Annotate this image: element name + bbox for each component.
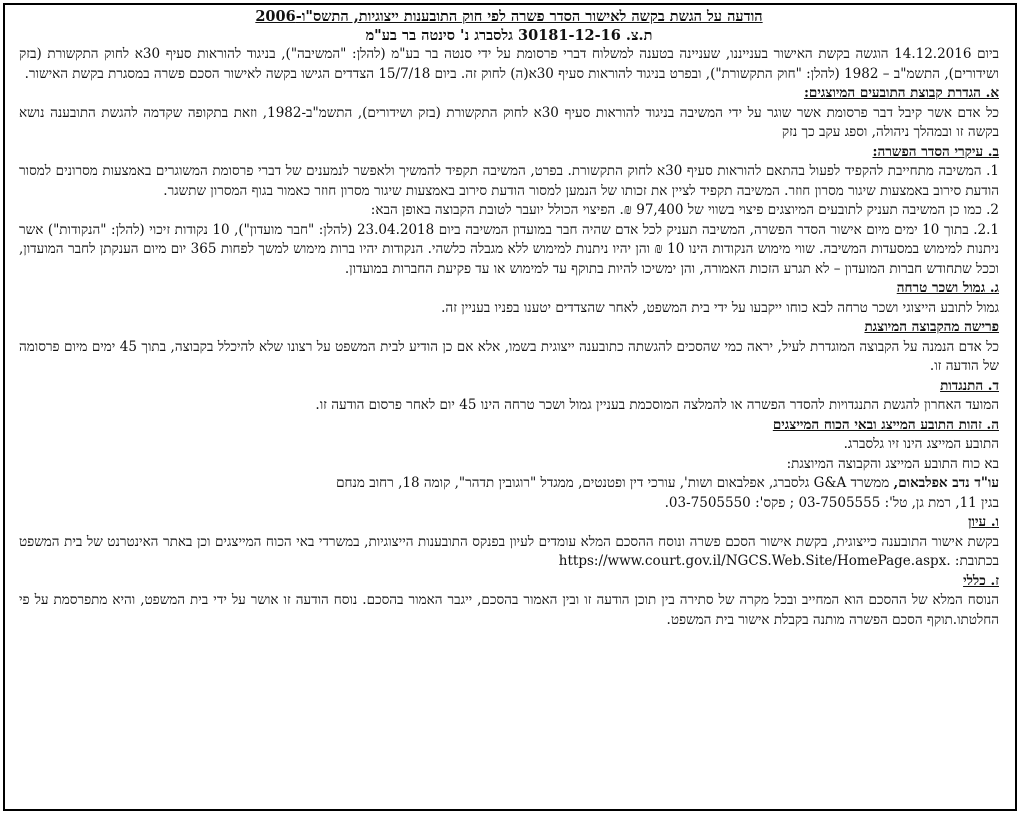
section-b-heading: ב. עיקרי הסדר הפשרה: — [872, 143, 999, 160]
section-f-body — [19, 533, 999, 572]
intro-paragraph: ביום 14.12.2016 הוגשה בקשת האישור בענייננו, שעניינה בטענה למשלוח דברי פרסומת על ידי סנטה בר בע"מ (להלן: "המשיבה"), בניגוד להוראות סעיף 30א לחוק התקשורת (בזק ושידורים), התשמ"ב – 1982 (להלן: "חוק התקשורת"), ובפרט בניגוד להוראות סעיף 30א(ה) לחוק זה. ביום 15/7/18 הצדדים הגישו בקשה לאישור הסכם פשרה במסגרת בקשת האישור. — [19, 46, 1000, 82]
exit-body: כל אדם הנמנה על הקבוצה המוגדרת לעיל, יראה כמי שהסכים להגשתה כתובענה ייצוגית בשמו, אלא אם כן הודיע לבית המשפט על רצונו שלא להיכלל בקבוצה, בתוך 45 ימים מיום פרסומה של הודעה זו. — [19, 338, 999, 374]
section-b-item-2-1: 2.1. בתוך 10 ימים מיום אישור הסדר הפשרה, המשיבה תעניק לכל אדם שהיה חבר במועדון המשיבה ביום 23.04.2018 (להלן: "חבר מועדון"), 10 נקודות זיכוי (להלן: "הנקודות") אשר ניתנות למימוש במסעדות המשיבה. שווי מימוש הנקודות הינו 10 ₪ והן יהיו ניתנות למימוש ללא מגבלה כלשהי. הנקודות יהיו ברות מימוש למשך לפחות 365 יום מיום הענקתן לחבר המועדון, וככל שתחודש חברות המועדון – לא תגרע הזכות האמורה, והן ימשיכו להיות בתוקף עד למימוש או עד פקיעת החברות במועדון. — [19, 221, 1000, 277]
section-c-body: גמול לתובע הייצוגי ושכר טרחה לבא כוחו ייקבעו על ידי בית המשפט, לאחר שהצדדים יטענו בפניו בעניין זה. — [441, 299, 999, 316]
section-d-heading: ד. התנגדות — [940, 377, 999, 394]
case-number: ת.צ. 30181-12-16 גלסברג נ' סינטה בר בע"מ — [365, 27, 653, 44]
notice-page — [3, 3, 1017, 811]
section-g-body: הנוסח המלא של ההסכם הוא המחייב ובכל מקרה של סתירה בין תוכן הודעה זו ובין האמור בהסכם, ייגבר האמור בהסכם. נוסח הודעה זו אושר על ידי בית המשפט, והיא מתפרסמת על פי החלטתו.תוקף הסכם הפשרה מותנה בקבלת אישור בית המשפט. — [19, 592, 999, 628]
section-b-item-1: 1. המשיבה מתחייבת להקפיד לפעול בהתאם להוראות סעיף 30א לחוק התקשורת. בפרט, המשיבה תקפיד להמשיך ולאפשר לנמענים של דברי פרסומת המשוגרים באמצעות מסרונים למסור הודעת סירוב באמצעות שיגור מסרון חוזר. המשיבה תקפיד לציין את זכותו של הנמען למסור הודעת סירוב באמצעות שיגור מסרון חוזר כאמור בגוף המסרון שתשגר. — [19, 163, 999, 199]
section-f-heading: ו. עיון — [968, 514, 999, 530]
section-a-heading: א. הגדרת קבוצת התובעים המיוצגים: — [803, 85, 999, 101]
counsel-firm: ממשרד G&A גלסברג, אפלבאום ושות', עורכי דין ופטנטים, ממגדל "רוגובין תדהר", קומה 18, רחוב מנחם — [336, 475, 890, 491]
section-g-heading: ז. כללי — [963, 572, 999, 589]
section-a-body: כל אדם אשר קיבל דבר פרסומת אשר שוגר על ידי המשיבה בניגוד להוראות סעיף 30א לחוק התקשורת (בזק ושידורים), התשמ"ב-1982, וזאת בתקופה שקדמה להגשת התובענה נושא בקשה זו ובמהלך ניהולה, וספג עקב כך נזק — [19, 104, 999, 140]
counsel-address: בגין 11, רמת גן, טל': 03-7505555 ; פקס': 03-7505550. — [664, 494, 999, 511]
section-c-heading: ג. גמול ושכר טרחה — [896, 280, 999, 296]
counsel-details — [19, 474, 999, 494]
counsel-name: עו"ד נדב אפלבאום, — [893, 475, 999, 491]
exit-heading: פרישה מהקבוצה המיוצגת — [864, 319, 999, 335]
section-d-body: המועד האחרון להגשת התנגדויות להסדר הפשרה או להמלצה המוסכמת בעניין גמול ושכר טרחה הינו 45 יום לאחר פרסום הודעה זו. — [315, 397, 999, 413]
representative-plaintiff: התובע המייצג הינו זיו גלסברג. — [843, 436, 999, 452]
court-website-link[interactable]: https://www.court.gov.il/NGCS.Web.Site/HomePage.aspx. — [558, 553, 951, 569]
counsel-intro: בא כוח התובע המייצג והקבוצה המיוצגת: — [786, 455, 999, 472]
section-f-text: בקשת אישור התובענה כייצוגית, בקשת אישור הסכם פשרה ונוסח ההסכם המלא עומדים לעיון בפנקס התובענות הייצוגיות, במשרדי באי הכוח המייצגים וכן באתר האינטרנט של בית המשפט בכתובת: — [19, 533, 999, 569]
section-e-heading: ה. זהות התובע המייצג ובאי הכוח המייצגים — [772, 416, 999, 433]
notice-title: הודעה על הגשת בקשה לאישור הסדר פשרה לפי חוק התובענות ייצוגיות, התשס"ו-2006 — [255, 8, 763, 25]
section-b-item-2: 2. כמו כן המשיבה תעניק לתובעים המיוצגים פיצוי בשווי של 97,400 ₪. הפיצוי הכולל יועבר לטובת הקבוצה באופן הבא: — [370, 202, 999, 218]
